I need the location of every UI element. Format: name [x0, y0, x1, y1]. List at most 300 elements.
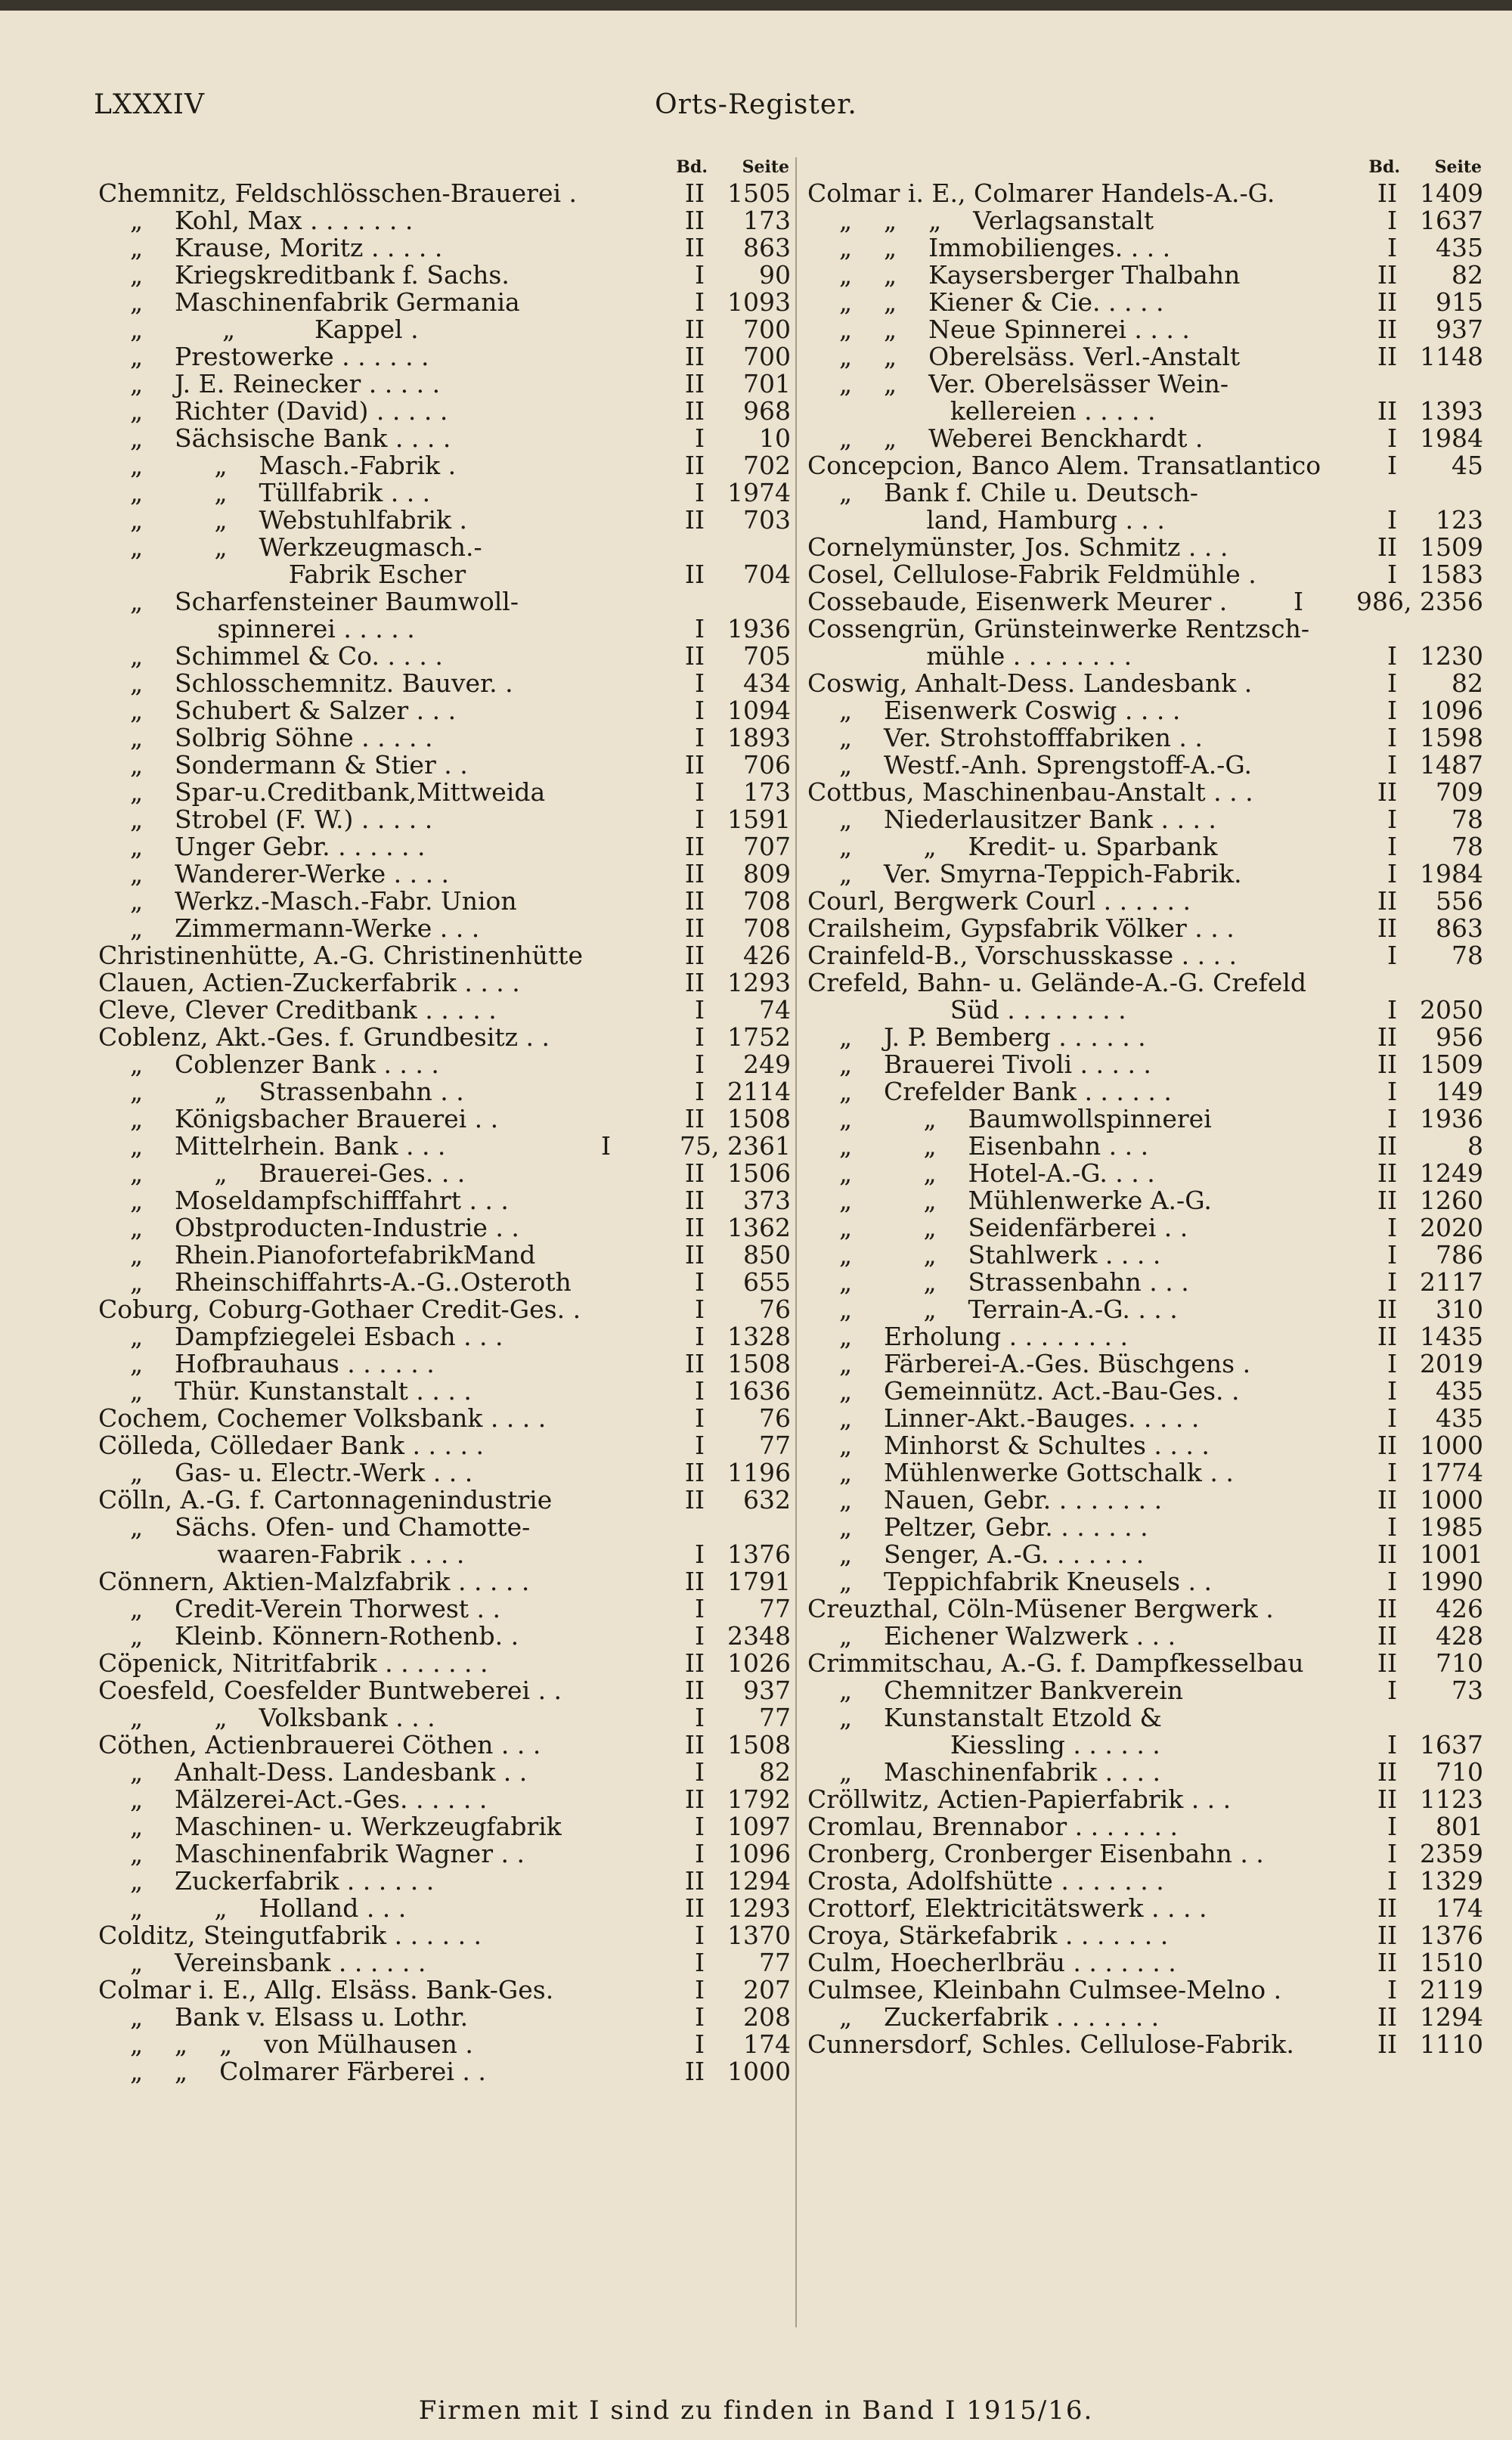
entry-page: 1591	[727, 805, 791, 834]
entry-volume: II	[684, 451, 705, 480]
register-entry	[807, 1078, 1488, 1105]
entry-name: „ Senger, A.-G. . . . . . .	[807, 1539, 1145, 1569]
entry-volume: I	[694, 1049, 705, 1079]
entry-page: 173	[743, 206, 791, 235]
column-head-seite: Seite	[742, 157, 789, 177]
entry-page: 703	[743, 505, 791, 535]
register-entry	[807, 234, 1488, 262]
entry-name: „ „ Oberelsäss. Verl.-Anstalt	[807, 342, 1241, 371]
entry-name: Cosel, Cellulose-Fabrik Feldmühle .	[807, 560, 1256, 589]
entry-name: „ „ Webstuhlfabrik .	[98, 505, 467, 535]
entry-page: 2019	[1420, 1349, 1483, 1378]
register-entry	[807, 370, 1488, 398]
entry-volume: I	[1387, 995, 1397, 1025]
entry-volume: II	[1377, 777, 1397, 807]
register-entry	[807, 2004, 1488, 2031]
entry-volume: I	[1387, 723, 1397, 752]
entry-name: Christinenhütte, A.-G. Christinenhütte	[98, 941, 583, 970]
entry-volume: I	[1387, 1676, 1397, 1705]
entry-name: „ Eisenwerk Coswig . . . .	[807, 696, 1181, 725]
entry-name: „ Rhein.PianofortefabrikMand	[98, 1240, 536, 1270]
entry-volume: II	[684, 1186, 705, 1215]
register-entry	[807, 724, 1488, 752]
entry-name: „ „ Kaysersberger Thalbahn	[807, 260, 1241, 290]
register-entry	[98, 1105, 795, 1133]
entry-name: „ Bank v. Elsass u. Lothr.	[98, 2002, 469, 2032]
entry-page: 123	[1436, 505, 1483, 535]
entry-name: „ „ Mühlenwerke A.-G.	[807, 1186, 1212, 1215]
register-entry	[98, 1024, 795, 1051]
entry-volume: I	[694, 287, 705, 317]
entry-volume: I	[1387, 1512, 1397, 1542]
entry-volume: I	[694, 696, 705, 725]
register-entry	[807, 1024, 1488, 1051]
entry-name: „ Sondermann & Stier . .	[98, 750, 468, 780]
entry-name: Coesfeld, Coesfelder Buntweberei . .	[98, 1676, 562, 1705]
entry-name: „ Mälzerei-Act.-Ges. . . . . .	[98, 1784, 488, 1814]
register-entry	[98, 1976, 795, 2004]
entry-volume: II	[1377, 2029, 1397, 2059]
entry-volume: I	[1387, 641, 1397, 671]
entry-page: 1435	[1420, 1322, 1483, 1351]
entry-name: Crefeld, Bahn- u. Gelände-A.-G. Crefeld	[807, 968, 1307, 997]
register-entry	[98, 1568, 795, 1595]
entry-page: 2114	[727, 1077, 791, 1106]
entry-page: 2020	[1420, 1213, 1483, 1242]
entry-page: 207	[743, 1975, 791, 2004]
entry-volume: II	[684, 505, 705, 535]
entry-name: Cöthen, Actienbrauerei Cöthen . . .	[98, 1730, 541, 1759]
entry-volume: II	[684, 1104, 705, 1133]
register-entry	[98, 316, 795, 343]
entry-name: Culmsee, Kleinbahn Culmsee-Melno .	[807, 1975, 1282, 2004]
entry-name: „ Obstproducten-Industrie . .	[98, 1213, 519, 1242]
entry-volume: II	[684, 859, 705, 888]
entry-name: „ Niederlausitzer Bank . . . .	[807, 805, 1216, 834]
entry-volume: II	[684, 1866, 705, 1896]
entry-page: 1636	[727, 1376, 791, 1406]
register-entry	[98, 1514, 795, 1541]
entry-name: „ J. P. Bemberg . . . . . .	[807, 1022, 1146, 1052]
entry-volume: II	[684, 913, 705, 943]
entry-page: 1509	[1420, 1049, 1483, 1079]
entry-page: 1487	[1420, 750, 1483, 780]
entry-volume: I	[1387, 1567, 1397, 1596]
register-entry	[98, 1296, 795, 1323]
entry-volume: I	[1387, 451, 1397, 480]
entry-volume: I	[1387, 1104, 1397, 1133]
entry-page: 702	[743, 451, 791, 480]
entry-page: 1505	[727, 178, 791, 208]
entry-page: 77	[759, 1594, 791, 1623]
entry-page: 809	[743, 859, 791, 888]
entry-name: „ „ Masch.-Fabrik .	[98, 451, 457, 480]
register-entry	[807, 1732, 1488, 1759]
right-column-head	[807, 157, 1488, 180]
entry-volume: I	[694, 777, 705, 807]
entry-name: „ Westf.-Anh. Sprengstoff-A.-G.	[807, 750, 1253, 780]
entry-page: 632	[743, 1485, 791, 1515]
register-entry	[98, 1922, 795, 1949]
entry-page: 82	[759, 1757, 791, 1787]
entry-name: „ Sächs. Ofen- und Chamotte-	[98, 1512, 531, 1542]
entry-volume: I	[694, 1621, 705, 1651]
entry-volume: I	[1387, 805, 1397, 834]
entry-name: „ „ „ Verlagsanstalt	[807, 206, 1154, 235]
entry-name: Coblenz, Akt.-Ges. f. Grundbesitz . .	[98, 1022, 550, 1052]
register-entry	[98, 398, 795, 425]
register-entry	[98, 1051, 795, 1078]
entry-volume: II	[684, 1648, 705, 1678]
register-entry	[98, 425, 795, 452]
entry-name: Crailsheim, Gypsfabrik Völker . . .	[807, 913, 1235, 943]
entry-page: 1026	[727, 1648, 791, 1678]
entry-page: 1093	[727, 287, 791, 317]
entry-page: 2119	[1420, 1975, 1483, 2004]
entry-name: Colmar i. E., Allg. Elsäss. Bank-Ges.	[98, 1975, 554, 2004]
entry-name: „ „ Weberei Benckhardt .	[807, 423, 1204, 453]
entry-volume: II	[684, 1240, 705, 1270]
entry-volume: II	[1377, 1131, 1397, 1161]
register-entry	[98, 343, 795, 370]
entry-page: 1508	[727, 1730, 791, 1759]
register-entry	[98, 670, 795, 697]
register-entry	[807, 779, 1488, 806]
entry-page: 863	[1436, 913, 1483, 943]
entry-name: „ „ Seidenfärberei . .	[807, 1213, 1188, 1242]
entry-name: „ „ Volksbank . . .	[98, 1703, 435, 1732]
register-entry	[807, 1677, 1488, 1704]
entry-page: 1293	[727, 968, 791, 997]
entry-volume: I	[1387, 832, 1397, 861]
entry-name: Croya, Stärkefabrik . . . . . . .	[807, 1921, 1169, 1950]
entry-volume: II	[1377, 1049, 1397, 1079]
entry-name: „ Thür. Kunstanstalt . . . .	[98, 1376, 472, 1406]
page-footer-note: Firmen mit I sind zu finden in Band I 1915/16.	[418, 2395, 1094, 2426]
entry-page: 706	[743, 750, 791, 780]
register-entry	[807, 180, 1488, 207]
register-entry	[98, 1868, 795, 1895]
entry-name: Cornelymünster, Jos. Schmitz . . .	[807, 532, 1228, 562]
entry-page: 76	[759, 1294, 791, 1324]
register-entry	[807, 1949, 1488, 1976]
register-entry	[98, 2004, 795, 2031]
register-entry	[807, 452, 1488, 479]
register-entry	[807, 643, 1488, 670]
entry-name: „ Nauen, Gebr. . . . . . . .	[807, 1485, 1163, 1515]
entry-volume: II	[684, 1213, 705, 1242]
entry-page: 1097	[727, 1812, 791, 1841]
register-entry	[807, 942, 1488, 969]
entry-name: „ „ Neue Spinnerei . . . .	[807, 315, 1190, 344]
register-entry	[807, 1976, 1488, 2004]
entry-name: „ Maschinenfabrik . . . .	[807, 1757, 1160, 1787]
entry-page: 10	[759, 423, 791, 453]
entry-page: 1393	[1420, 396, 1483, 426]
entry-volume: II	[684, 2057, 705, 2086]
register-entry	[807, 1296, 1488, 1323]
entry-volume: I	[1387, 1730, 1397, 1759]
entry-page: 1376	[727, 1539, 791, 1569]
register-entry	[98, 2058, 795, 2085]
register-entry	[807, 398, 1488, 425]
register-entry	[98, 1786, 795, 1813]
entry-page: 435	[1436, 1376, 1483, 1406]
register-entry	[98, 697, 795, 724]
entry-volume: II	[1377, 532, 1397, 562]
entry-volume: I	[694, 1703, 705, 1732]
entry-volume: I	[694, 1322, 705, 1351]
entry-page: 1510	[1420, 1948, 1483, 1977]
entry-page: 74	[759, 995, 791, 1025]
entry-volume: II	[1377, 1322, 1397, 1351]
entry-name: „ „ Immobilienges. . . .	[807, 233, 1171, 262]
register-entry	[807, 1568, 1488, 1595]
register-entry	[807, 1759, 1488, 1786]
entry-volume: I	[1387, 1240, 1397, 1270]
register-entry	[98, 561, 795, 588]
entry-volume: II	[684, 641, 705, 671]
entry-volume: I	[694, 1294, 705, 1324]
register-entry	[807, 615, 1488, 643]
entry-name: „ Gas- u. Electr.-Werk . . .	[98, 1458, 473, 1487]
entry-volume: II	[1377, 1485, 1397, 1515]
entry-name: Cronberg, Cronberger Eisenbahn . .	[807, 1839, 1264, 1868]
register-entry	[98, 534, 795, 561]
register-entry	[98, 2031, 795, 2058]
entry-volume: I	[694, 1975, 705, 2004]
entry-page: 709	[1436, 777, 1483, 807]
entry-name: „ Kunstanstalt Etzold &	[807, 1703, 1162, 1732]
entry-page: 710	[1436, 1757, 1483, 1787]
entry-page: 1508	[727, 1349, 791, 1378]
entry-name: Colditz, Steingutfabrik . . . . . .	[98, 1921, 482, 1950]
entry-name: „ Krause, Moritz . . . . .	[98, 233, 443, 262]
entry-name: „ „ Kredit- u. Sparbank	[807, 832, 1218, 861]
entry-volume: I	[1387, 1975, 1397, 2004]
register-entry	[807, 1595, 1488, 1623]
entry-page: 786	[1436, 1240, 1483, 1270]
entry-page: 174	[1436, 1893, 1483, 1923]
entry-name: „ Minhorst & Schultes . . . .	[807, 1431, 1210, 1460]
entry-volume: II	[1377, 178, 1397, 208]
entry-volume: II	[684, 560, 705, 589]
entry-page: 708	[743, 913, 791, 943]
entry-name: „ Schlosschemnitz. Bauver. .	[98, 668, 513, 698]
entry-name: „ Färberei-A.-Ges. Büschgens .	[807, 1349, 1251, 1378]
entry-volume: I	[1387, 1812, 1397, 1841]
entry-name: „ „ Strassenbahn . . .	[807, 1267, 1189, 1297]
register-entry	[807, 1432, 1488, 1459]
entry-volume: II	[684, 968, 705, 997]
entry-name: „ Solbrig Söhne . . . . .	[98, 723, 433, 752]
register-entry	[98, 1269, 795, 1296]
entry-page: 249	[743, 1049, 791, 1079]
entry-name: Cottbus, Maschinenbau-Anstalt . . .	[807, 777, 1253, 807]
entry-page: 1984	[1420, 859, 1483, 888]
entry-name: Clauen, Actien-Zuckerfabrik . . . .	[98, 968, 520, 997]
entry-page: 1000	[1420, 1431, 1483, 1460]
entry-page: 1509	[1420, 532, 1483, 562]
entry-name: Chemnitz, Feldschlösschen-Brauerei .	[98, 178, 578, 208]
entry-name: „ Maschinenfabrik Germania	[98, 287, 520, 317]
page-title: Orts-Register.	[655, 89, 857, 120]
left-column	[98, 157, 795, 2085]
register-entry	[98, 588, 795, 615]
entry-volume: II	[684, 342, 705, 371]
entry-volume: I	[694, 1267, 705, 1297]
register-entry	[98, 370, 795, 398]
entry-volume: I	[1387, 859, 1397, 888]
register-entry	[98, 997, 795, 1024]
register-entry	[98, 289, 795, 316]
entry-volume: I	[694, 805, 705, 834]
entry-page: 78	[1452, 941, 1483, 970]
register-entry	[807, 262, 1488, 289]
entry-volume: II	[684, 396, 705, 426]
entry-name: „ Erholung . . . . . . . .	[807, 1322, 1129, 1351]
entry-volume: II	[1377, 1022, 1397, 1052]
entry-volume: I	[694, 2002, 705, 2032]
entry-volume: II	[684, 1676, 705, 1705]
entry-page: 73	[1452, 1676, 1483, 1705]
entry-name: „ Ver. Strohstofffabriken . .	[807, 723, 1203, 752]
entry-page: 8	[1467, 1131, 1483, 1161]
entry-volume: II	[684, 1349, 705, 1378]
register-entry	[807, 1623, 1488, 1650]
entry-name: „ „ Ver. Oberelsässer Wein-	[807, 369, 1229, 398]
entry-volume: I	[1387, 423, 1397, 453]
entry-name: „ Sächsische Bank . . . .	[98, 423, 451, 453]
entry-volume: I	[694, 1022, 705, 1052]
entry-volume: II	[1377, 315, 1397, 344]
entry-page: 1598	[1420, 723, 1483, 752]
entry-name: Coburg, Coburg-Gothaer Credit-Ges. .	[98, 1294, 581, 1324]
entry-volume: I	[1387, 1077, 1397, 1106]
register-entry	[807, 343, 1488, 370]
entry-page: 915	[1436, 287, 1483, 317]
entry-page: 2359	[1420, 1839, 1483, 1868]
entry-name: „ Credit-Verein Thorwest . .	[98, 1594, 501, 1623]
register-entry	[807, 1214, 1488, 1242]
register-entry	[807, 1487, 1488, 1514]
register-entry	[807, 1813, 1488, 1840]
entry-name: Cönnern, Aktien-Malzfabrik . . . . .	[98, 1567, 530, 1596]
entry-name: „ Moseldampfschifffahrt . . .	[98, 1186, 509, 1215]
register-entry	[98, 1487, 795, 1514]
entry-name: Crimmitschau, A.-G. f. Dampfkesselbau	[807, 1648, 1304, 1678]
entry-volume: I	[1387, 1267, 1397, 1297]
entry-page: 701	[743, 369, 791, 398]
register-entry	[98, 1840, 795, 1868]
register-entry	[807, 1378, 1488, 1405]
page-header	[0, 82, 1512, 127]
register-entry	[98, 262, 795, 289]
entry-page: 1096	[727, 1839, 791, 1868]
register-entry	[98, 1759, 795, 1786]
entry-volume: I	[1387, 668, 1397, 698]
register-entry	[807, 2031, 1488, 2058]
entry-name: „ Ver. Smyrna-Teppich-Fabrik.	[807, 859, 1242, 888]
entry-name: Courl, Bergwerk Courl . . . . . .	[807, 886, 1191, 916]
entry-name: „ Maschinen- u. Werkzeugfabrik	[98, 1812, 562, 1841]
entry-volume: II	[684, 369, 705, 398]
entry-name: „ Werkz.-Masch.-Fabr. Union	[98, 886, 517, 916]
register-entry	[807, 1704, 1488, 1732]
entry-page: 1196	[727, 1458, 791, 1487]
entry-page: 1752	[727, 1022, 791, 1052]
register-entry	[98, 1242, 795, 1269]
register-entry	[98, 643, 795, 670]
entry-name: waaren-Fabrik . . . .	[98, 1539, 465, 1569]
entry-name: Cochem, Cochemer Volksbank . . . .	[98, 1403, 547, 1433]
register-entry	[807, 425, 1488, 452]
entry-page: 968	[743, 396, 791, 426]
entry-volume: I	[1387, 1839, 1397, 1868]
entry-volume: II	[684, 886, 705, 916]
entry-name: „ Zimmermann-Werke . . .	[98, 913, 480, 943]
register-entry	[98, 1949, 795, 1976]
entry-page: 1294	[1420, 2002, 1483, 2032]
entry-name: „ „ Strassenbahn . .	[98, 1077, 464, 1106]
entry-name: „ Zuckerfabrik . . . . . . .	[807, 2002, 1160, 2032]
entry-volume: II	[1377, 2002, 1397, 2032]
entry-volume: II	[1377, 1921, 1397, 1950]
entry-page: 1094	[727, 696, 791, 725]
entry-name: „ Schimmel & Co. . . . .	[98, 641, 443, 671]
entry-page: 77	[759, 1948, 791, 1977]
entry-name: Creuzthal, Cöln-Müsener Bergwerk .	[807, 1594, 1274, 1623]
entry-name: Crosta, Adolfshütte . . . . . . .	[807, 1866, 1164, 1896]
entry-name: „ Coblenzer Bank . . . .	[98, 1049, 439, 1079]
register-entry	[807, 507, 1488, 534]
entry-name: Colmar i. E., Colmarer Handels-A.-G.	[807, 178, 1275, 208]
entry-name: „ „ Kiener & Cie. . . . .	[807, 287, 1164, 317]
entry-page: 850	[743, 1240, 791, 1270]
entry-volume: I	[694, 260, 705, 290]
entry-page: 1000	[727, 2057, 791, 2086]
register-entry	[807, 1133, 1488, 1160]
register-entry	[98, 1405, 795, 1432]
page-number: LXXXIV	[94, 89, 206, 120]
register-entry	[98, 1650, 795, 1677]
entry-name: „ Gemeinnütz. Act.-Bau-Ges. .	[807, 1376, 1240, 1406]
register-entry	[98, 1378, 795, 1405]
entry-page: 77	[759, 1703, 791, 1732]
entry-volume: I	[694, 668, 705, 698]
entry-page: 708	[743, 886, 791, 916]
column-head-seite: Seite	[1434, 157, 1482, 177]
register-entry	[98, 888, 795, 915]
entry-page: 1293	[727, 1893, 791, 1923]
entry-page: 700	[743, 342, 791, 371]
entry-volume: II	[684, 941, 705, 970]
register-entry	[807, 1350, 1488, 1378]
entry-volume: I	[694, 1376, 705, 1406]
entry-name: „ „ Hotel-A.-G. . . .	[807, 1158, 1155, 1188]
entry-page: 1148	[1420, 342, 1483, 371]
register-entry	[98, 1623, 795, 1650]
register-entry	[98, 1133, 795, 1160]
register-entry	[807, 588, 1488, 615]
entry-page: 1791	[727, 1567, 791, 1596]
entry-volume: I	[1387, 560, 1397, 589]
entry-page: 556	[1436, 886, 1483, 916]
entry-name: Cölleda, Cölledaer Bank . . . . .	[98, 1431, 484, 1460]
entry-volume: II	[1377, 396, 1397, 426]
register-entry	[98, 1541, 795, 1568]
register-entry	[807, 207, 1488, 234]
